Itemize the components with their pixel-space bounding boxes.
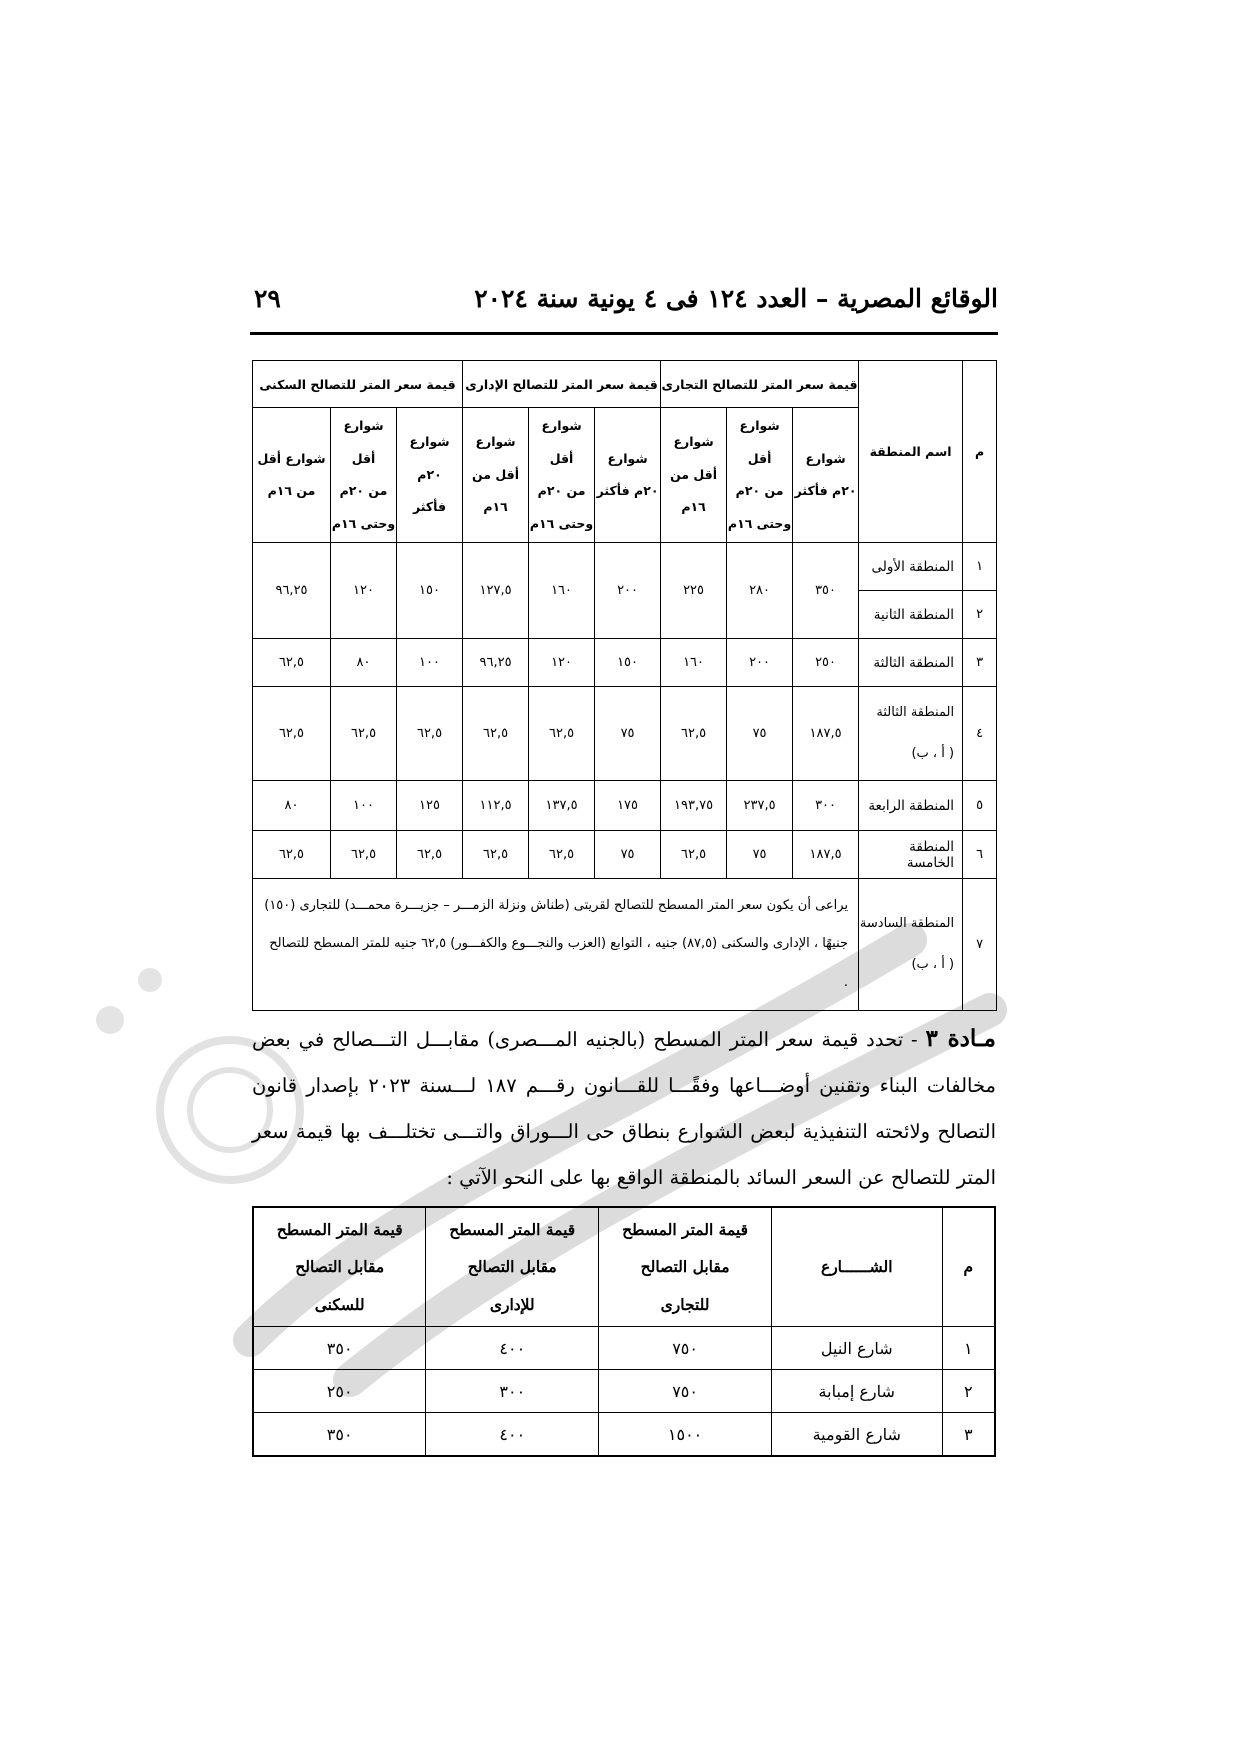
value-cell: ٦٢,٥ bbox=[331, 687, 397, 781]
value-cell: ٦٢,٥ bbox=[463, 831, 529, 879]
row-index: ٦ bbox=[963, 831, 997, 879]
value-cell: ١٢٧,٥ bbox=[463, 543, 529, 639]
value-cell: ٦٢,٥ bbox=[661, 687, 727, 781]
col-zone-header: اسم المنطقة bbox=[859, 361, 963, 543]
street-price-table bbox=[252, 1206, 996, 1457]
table-row bbox=[253, 687, 997, 781]
subheader-cell: شوارع ٢٠م فأكثر bbox=[397, 408, 463, 543]
value-cell: ٢٠٠ bbox=[595, 543, 661, 639]
article-text: - تحدد قيمة سعر المتر المسطح (بالجنيه المـــصرى) مقابـــل التـــصالح في بعض مخالفات البناء وتقنين أوضـــاعها وفقًـــا للقـــانون رقـــم ١٨٧ لـــسنة ٢٠٢٣ بإصدار قانون التصالح ولائحته التنفيذية لبعض الشوارع بنطاق حى الـــوراق والتـــى تختلـــف بها قيمة سعر المتر للتصالح عن السعر السائد بالمنطقة الواقع بها على النحو الآتي : bbox=[252, 1028, 997, 1189]
article-label: مـادة ٣ bbox=[925, 1025, 996, 1052]
value-cell: ١٥٠٠ bbox=[599, 1413, 772, 1457]
value-cell: ٧٥ bbox=[595, 687, 661, 781]
value-cell: ٧٥ bbox=[595, 831, 661, 879]
value-cell: ٧٥ bbox=[727, 831, 793, 879]
value-cell: ١٠٠ bbox=[397, 639, 463, 687]
value-cell: ٢٣٧,٥ bbox=[727, 781, 793, 831]
page-header bbox=[250, 284, 998, 324]
zone-name: المنطقة السادسة ( أ ، ب) bbox=[859, 879, 963, 1011]
row-index: ٣ bbox=[963, 639, 997, 687]
table-row bbox=[253, 781, 997, 831]
row-index: ١ bbox=[942, 1327, 995, 1370]
subheader-cell: شوارع ٢٠م فأكثر bbox=[793, 408, 859, 543]
value-cell: ٣٥٠ bbox=[253, 1413, 426, 1457]
table-row bbox=[253, 639, 997, 687]
value-cell: ٧٥٠ bbox=[599, 1327, 772, 1370]
article-3-paragraph bbox=[252, 1016, 996, 1201]
value-cell: ٦٢,٥ bbox=[253, 687, 331, 781]
col-index-header: م bbox=[963, 361, 997, 543]
value-cell: ٦٢,٥ bbox=[397, 831, 463, 879]
row-index: ٤ bbox=[963, 687, 997, 781]
table-row bbox=[253, 879, 997, 1011]
subheader-cell: شوارع أقل من ٢٠م وحتى ١٦م bbox=[727, 408, 793, 543]
value-cell: ١٥٠ bbox=[595, 639, 661, 687]
row-index: ٥ bbox=[963, 781, 997, 831]
street-name: شارع النيل bbox=[771, 1327, 942, 1370]
value-cell: ٣٥٠ bbox=[253, 1327, 426, 1370]
value-cell: ٣٠٠ bbox=[793, 781, 859, 831]
zone-name: المنطقة الخامسة bbox=[859, 831, 963, 879]
subheader-cell: شوارع أقل من ٢٠م وحتى ١٦م bbox=[529, 408, 595, 543]
value-cell: ١٥٠ bbox=[397, 543, 463, 639]
value-cell: ٦٢,٥ bbox=[529, 687, 595, 781]
value-cell: ١٢٠ bbox=[331, 543, 397, 639]
value-cell: ١٧٥ bbox=[595, 781, 661, 831]
value-cell: ٢٨٠ bbox=[727, 543, 793, 639]
table-row bbox=[253, 831, 997, 879]
row-index: ١ bbox=[963, 543, 997, 591]
value-cell: ٩٦,٢٥ bbox=[253, 543, 331, 639]
value-cell: ٢٥٠ bbox=[253, 1370, 426, 1413]
value-cell: ١٢٥ bbox=[397, 781, 463, 831]
subheader-cell: شوارع ٢٠م فأكثر bbox=[595, 408, 661, 543]
value-cell: ٧٥ bbox=[727, 687, 793, 781]
zone-name: المنطقة الأولى bbox=[859, 543, 963, 591]
subheader-cell: شوارع أقل من ١٦م bbox=[661, 408, 727, 543]
value-cell: ١٢٠ bbox=[529, 639, 595, 687]
zone-name: المنطقة الرابعة bbox=[859, 781, 963, 831]
gazette-title: الوقائع المصرية – العدد ١٢٤ فى ٤ يونية سنة ٢٠٢٤ bbox=[474, 284, 998, 313]
value-cell: ١٦٠ bbox=[661, 639, 727, 687]
subheader-cell: شوارع أقل من ١٦م bbox=[463, 408, 529, 543]
col-street-header: الشــــــارع bbox=[771, 1207, 942, 1327]
value-cell: ٢٠٠ bbox=[727, 639, 793, 687]
village-price-note: يراعى أن يكون سعر المتر المسطح للتصالح لقريتى (طناش ونزلة الزمـــر – جزيـــرة محمـــد) للتجارى (١٥٠) جنيهًا ، الإدارى والسكنى (٨٧,٥) جنيه ، التوابع (العزب والنجـــوع والكفـــور) ٦٢,٥ جنيه للمتر المسطح للتصالح . bbox=[253, 879, 859, 1011]
value-cell: ١٨٧,٥ bbox=[793, 687, 859, 781]
zone-name: المنطقة الثالثة ( أ ، ب) bbox=[859, 687, 963, 781]
value-cell: ٨٠ bbox=[253, 781, 331, 831]
value-cell: ٤٠٠ bbox=[426, 1413, 599, 1457]
col-commercial-header: قيمة المتر المسطح مقابل التصالح للتجارى bbox=[599, 1207, 772, 1327]
value-cell: ٢٢٥ bbox=[661, 543, 727, 639]
value-cell: ٢٥٠ bbox=[793, 639, 859, 687]
row-index: ٧ bbox=[963, 879, 997, 1011]
value-cell: ٣٥٠ bbox=[793, 543, 859, 639]
street-name: شارع إمبابة bbox=[771, 1370, 942, 1413]
value-cell: ٣٠٠ bbox=[426, 1370, 599, 1413]
table-row bbox=[253, 543, 997, 591]
value-cell: ٦٢,٥ bbox=[529, 831, 595, 879]
col-residential-header: قيمة المتر المسطح مقابل التصالح للسكنى bbox=[253, 1207, 426, 1327]
value-cell: ١٣٧,٥ bbox=[529, 781, 595, 831]
value-cell: ١٩٣,٧٥ bbox=[661, 781, 727, 831]
value-cell: ٦٢,٥ bbox=[331, 831, 397, 879]
value-cell: ٦٢,٥ bbox=[253, 831, 331, 879]
col-administrative-header: قيمة المتر المسطح مقابل التصالح للإدارى bbox=[426, 1207, 599, 1327]
page-number: ٢٩ bbox=[254, 284, 281, 313]
table-row bbox=[253, 1327, 995, 1370]
value-cell: ٤٠٠ bbox=[426, 1327, 599, 1370]
value-cell: ٦٢,٥ bbox=[463, 687, 529, 781]
group-residential-header: قيمة سعر المتر للتصالح السكنى bbox=[253, 361, 463, 408]
value-cell: ٧٥٠ bbox=[599, 1370, 772, 1413]
subheader-cell: شوارع أقل من ٢٠م وحتى ١٦م bbox=[331, 408, 397, 543]
value-cell: ١٦٠ bbox=[529, 543, 595, 639]
value-cell: ٦٢,٥ bbox=[253, 639, 331, 687]
zone-name: المنطقة الثانية bbox=[859, 591, 963, 639]
zone-name: المنطقة الثالثة bbox=[859, 639, 963, 687]
row-index: ٢ bbox=[963, 591, 997, 639]
value-cell: ١٨٧,٥ bbox=[793, 831, 859, 879]
group-commercial-header: قيمة سعر المتر للتصالح التجارى bbox=[661, 361, 859, 408]
table-row bbox=[253, 1370, 995, 1413]
value-cell: ٦٢,٥ bbox=[397, 687, 463, 781]
value-cell: ١١٢,٥ bbox=[463, 781, 529, 831]
table-row bbox=[253, 1413, 995, 1457]
col-index-header: م bbox=[942, 1207, 995, 1327]
header-divider bbox=[250, 332, 998, 335]
value-cell: ٦٢,٥ bbox=[661, 831, 727, 879]
row-index: ٣ bbox=[942, 1413, 995, 1457]
zone-price-table bbox=[252, 360, 997, 1011]
row-index: ٢ bbox=[942, 1370, 995, 1413]
value-cell: ٩٦,٢٥ bbox=[463, 639, 529, 687]
value-cell: ١٠٠ bbox=[331, 781, 397, 831]
subheader-cell: شوارع أقل من ١٦م bbox=[253, 408, 331, 543]
group-administrative-header: قيمة سعر المتر للتصالح الإدارى bbox=[463, 361, 661, 408]
street-name: شارع القومية bbox=[771, 1413, 942, 1457]
value-cell: ٨٠ bbox=[331, 639, 397, 687]
